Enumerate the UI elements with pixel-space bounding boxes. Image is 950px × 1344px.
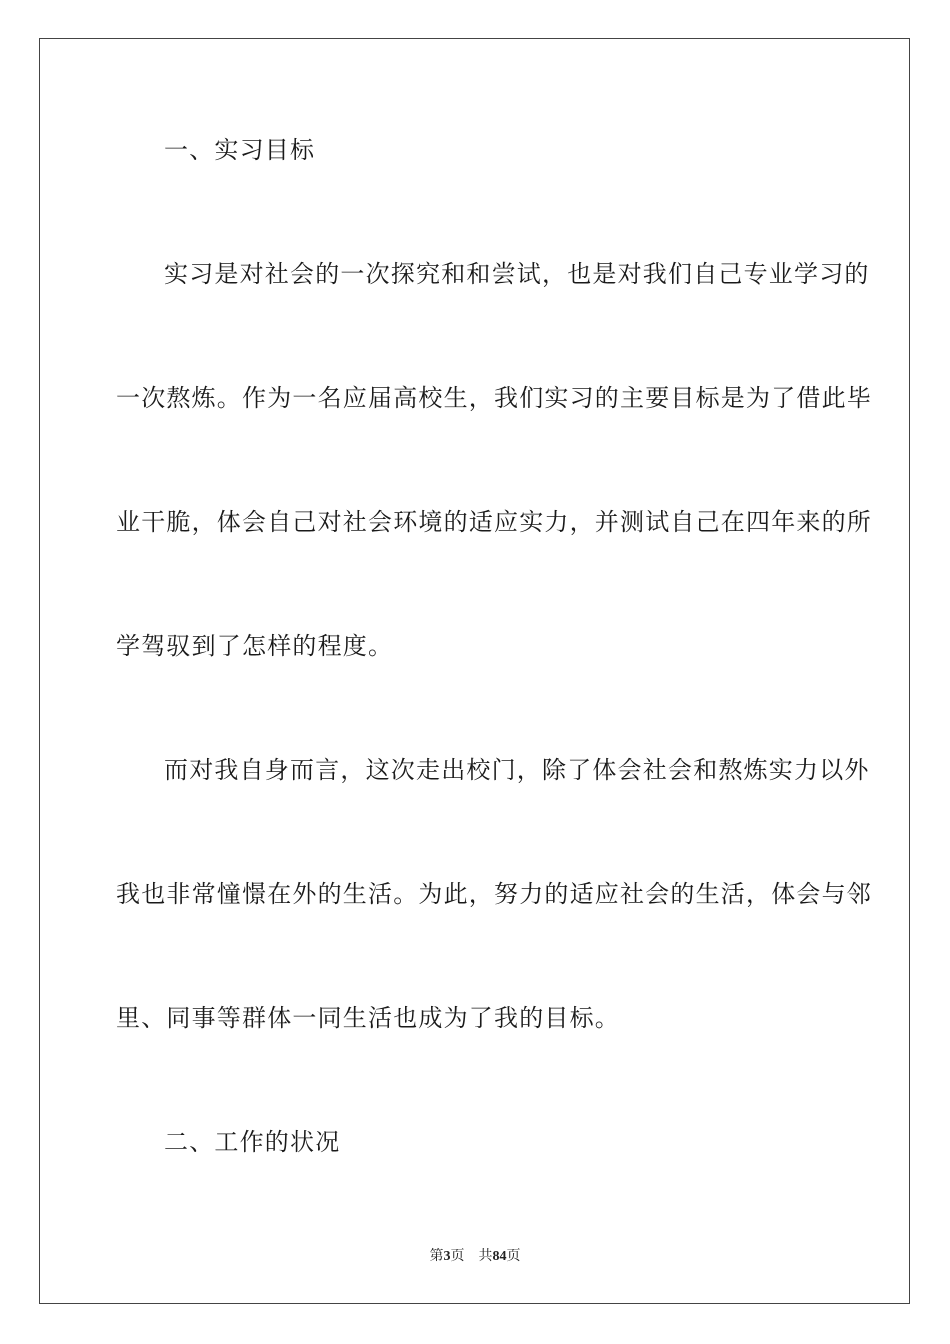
paragraph-2-line-3: 里、同事等群体一同生活也成为了我的目标。 — [116, 1004, 620, 1032]
page-border — [39, 38, 910, 1304]
paragraph-2-line-1: 而对我自身而言，这次走出校门，除了体会社会和熬炼实力以外 — [164, 756, 870, 784]
section-heading-1: 一、实习目标 — [164, 136, 316, 164]
paragraph-2-line-2: 我也非常憧憬在外的生活。为此，努力的适应社会的生活，体会与邻 — [116, 880, 872, 908]
footer-total-prefix: 共 — [478, 1249, 493, 1264]
footer-page-number: 3 — [443, 1249, 451, 1264]
footer-page-prefix: 第 — [429, 1249, 444, 1264]
paragraph-1-line-2: 一次熬炼。作为一名应届高校生，我们实习的主要目标是为了借此毕 — [116, 384, 872, 412]
footer-total-pages: 84 — [492, 1249, 507, 1264]
page-footer — [0, 1248, 950, 1266]
section-heading-2: 二、工作的状况 — [164, 1128, 341, 1156]
paragraph-1-line-1: 实习是对社会的一次探究和和尝试，也是对我们自己专业学习的 — [164, 260, 870, 288]
footer-page-suffix: 页 — [450, 1249, 465, 1264]
paragraph-1-line-4: 学驾驭到了怎样的程度。 — [116, 632, 394, 660]
paragraph-1-line-3: 业干脆，体会自己对社会环境的适应实力，并测试自己在四年来的所 — [116, 508, 872, 536]
footer-total-suffix: 页 — [506, 1249, 521, 1264]
